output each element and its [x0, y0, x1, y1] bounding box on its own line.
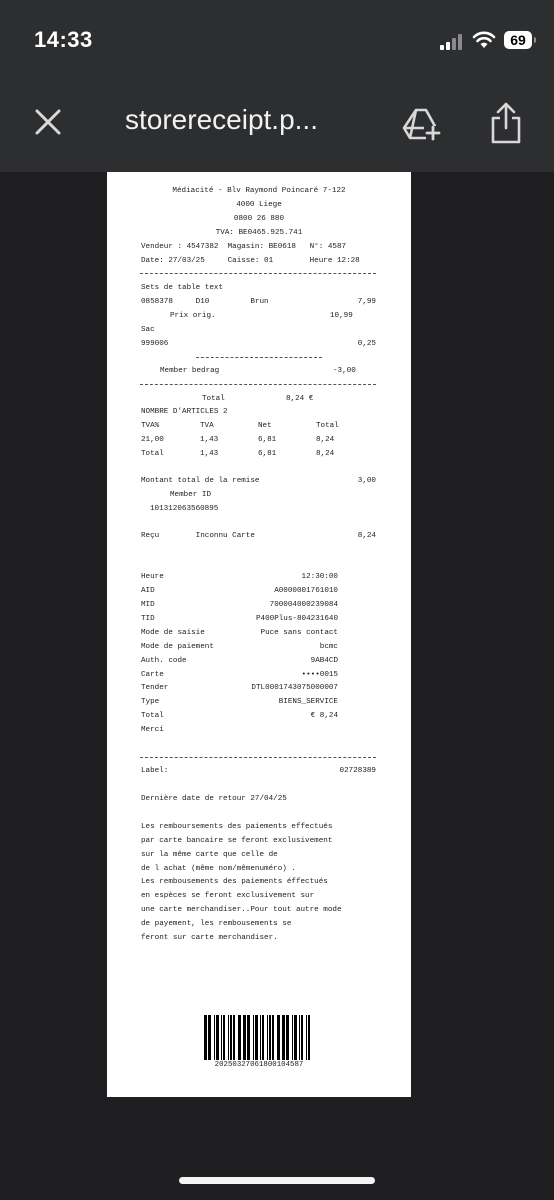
payment-label: Carte: [141, 671, 164, 679]
store-city: 4000 Liege: [236, 201, 282, 209]
signal-icon: [440, 32, 466, 50]
tva-cell: 6,81: [258, 436, 277, 444]
payment-label: TID: [141, 615, 155, 623]
policy-line: feront sur carte merchandiser.: [141, 934, 278, 942]
payment-label: MID: [141, 601, 155, 609]
payment-label: Auth. code: [141, 657, 187, 665]
item2-name: Sac: [141, 326, 155, 334]
item2-price: 0,25: [357, 340, 376, 348]
tva-header: TVA: [200, 422, 214, 430]
payment-value: Puce sans contact: [260, 629, 338, 637]
item1-code-line: 0858378 D10 Brun: [141, 298, 269, 306]
payment-value: DTL0001743075000007: [251, 684, 338, 692]
tva-header: Net: [258, 422, 272, 430]
home-indicator[interactable]: [179, 1177, 375, 1184]
tva-cell: 1,43: [200, 436, 219, 444]
member-value: -3,00: [333, 367, 356, 375]
separator: [140, 384, 376, 385]
policy-line: Les remboursements des paiements effectués: [141, 823, 333, 831]
vendeur-line: Vendeur : 4547382 Magasin: BE0618 N°: 4587: [141, 243, 347, 251]
receipt-page[interactable]: [107, 172, 411, 1097]
item1-name: Sets de table text: [141, 284, 224, 292]
barcode-number: 20250327061800104587: [214, 1061, 304, 1069]
store-vat: TVA: BE0465.925.741: [215, 229, 303, 237]
separator: [196, 357, 322, 358]
remise-label: Montant total de la remise: [141, 477, 260, 485]
prix-orig-value: 10,99: [330, 312, 353, 320]
payment-label: Type: [141, 698, 160, 706]
return-date: Dernière date de retour 27/04/25: [141, 795, 287, 803]
payment-value: bcmc: [319, 643, 338, 651]
battery-indicator: 69: [504, 31, 532, 49]
member-id-value: 101312063560895: [150, 505, 219, 513]
policy-line: sur la même carte que celle de: [141, 851, 278, 859]
add-to-drive-icon[interactable]: [402, 104, 442, 144]
tva-cell: 8,24: [316, 436, 335, 444]
payment-value: BIENS_SERVICE: [278, 698, 338, 706]
prix-orig-label: Prix orig.: [170, 312, 216, 320]
payment-label: Tender: [141, 684, 169, 692]
payment-label: Mode de paiement: [141, 643, 214, 651]
tva-cell: 6,81: [258, 450, 277, 458]
policy-line: une carte merchandiser..Pour tout autre mode: [141, 906, 342, 914]
recu-value: 8,24: [357, 532, 376, 540]
payment-label: Total: [141, 712, 164, 720]
recu-line: Reçu Inconnu Carte: [141, 532, 255, 540]
tva-cell: Total: [141, 450, 164, 458]
item2-code: 999006: [141, 340, 169, 348]
payment-value: € 8,24: [310, 712, 338, 720]
policy-line: par carte bancaire se feront exclusivement: [141, 837, 333, 845]
policy-line: Les rembousements des paiements éffectués: [141, 878, 328, 886]
payment-label: Mode de saisie: [141, 629, 205, 637]
payment-value: 9AB4CD: [310, 657, 338, 665]
payment-value: A0000001761010: [274, 587, 338, 595]
payment-value: ••••0015: [301, 671, 338, 679]
separator: [140, 757, 376, 758]
policy-line: de l achat (même nom/mêmenuméro) .: [141, 865, 296, 873]
total-label: Total: [202, 395, 225, 403]
document-title: storereceipt.p...: [125, 104, 318, 135]
tva-cell: 1,43: [200, 450, 219, 458]
tva-header: Total: [316, 422, 339, 430]
tva-cell: 8,24: [316, 450, 335, 458]
item1-price: 7,99: [357, 298, 376, 306]
total-value: 8,24 €: [286, 395, 314, 403]
payment-value: 700004000239084: [269, 601, 338, 609]
close-icon[interactable]: [32, 106, 64, 138]
label-label: Label:: [141, 767, 169, 775]
payment-value: 12:30:00: [301, 573, 338, 581]
separator: [140, 273, 376, 274]
remise-value: 3,00: [357, 477, 376, 485]
status-time: 14:33: [34, 27, 93, 52]
policy-line: en espèces se feront exclusivement sur: [141, 892, 315, 900]
payment-label: Merci: [141, 726, 164, 734]
share-icon[interactable]: [488, 102, 524, 144]
payment-label: AID: [141, 587, 155, 595]
label-value: 02728389: [339, 767, 376, 775]
tva-header: TVA%: [141, 422, 160, 430]
wifi-icon: [472, 30, 496, 50]
tva-cell: 21,00: [141, 436, 164, 444]
date-line: Date: 27/03/25 Caisse: 01 Heure 12:28: [141, 257, 360, 265]
payment-value: P400Plus-804231640: [255, 615, 338, 623]
store-address: Médiacité - Blv Raymond Poincaré 7-122: [172, 187, 346, 195]
barcode: [204, 1015, 313, 1060]
member-label: Member bedrag: [160, 367, 220, 375]
articles-count: NOMBRE D'ARTICLES 2: [141, 408, 228, 416]
member-id-label: Member ID: [170, 491, 212, 499]
store-phone: 0800 26 880: [233, 215, 285, 223]
policy-line: de payement, les rembousements se: [141, 920, 292, 928]
payment-label: Heure: [141, 573, 164, 581]
top-bar: [0, 0, 554, 172]
